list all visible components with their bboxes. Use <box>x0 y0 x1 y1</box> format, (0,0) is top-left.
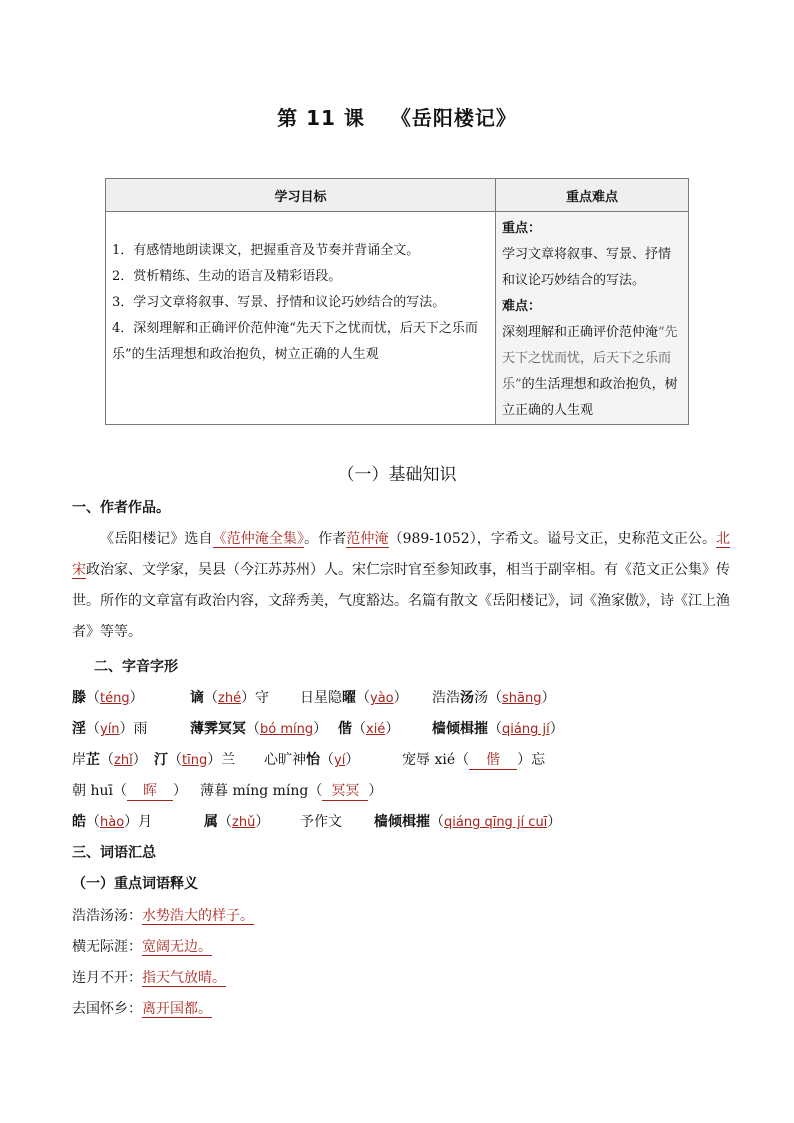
source-book: 《范仲淹全集》 <box>212 531 305 547</box>
goals-table <box>105 178 689 425</box>
author-heading: 一、作者作品。 <box>72 500 170 516</box>
page-title <box>0 102 794 131</box>
difficult-label: 难点： <box>502 299 542 314</box>
key-points-cell <box>496 212 689 425</box>
pronunciation-heading: 二、字音字形 <box>94 659 178 675</box>
vocab-item: 去国怀乡：离开国都。 <box>72 1001 212 1017</box>
section-heading: （一）基础知识 <box>337 465 457 485</box>
vocab-item: 浩浩汤汤：水势浩大的样子。 <box>72 908 254 924</box>
difficult-text: 深刻理解和正确评价范仲淹“先天下之忧而忧，后天下之乐而乐”的生活理想和政治抱负，树立正确的人生观 <box>502 325 678 418</box>
objective-item: 3．学习文章将叙事、写景、抒情和议论巧妙结合的写法。 <box>112 295 446 310</box>
header-key-points: 重点难点 <box>496 179 689 212</box>
objective-item: 4．深刻理解和正确评价范仲淹“先天下之忧而忧，后天下之乐而乐”的生活理想和政治抱负，树立正确的人生观 <box>112 321 478 362</box>
vocab-subheading: （一）重点词语释义 <box>72 876 198 892</box>
header-objectives: 学习目标 <box>106 179 496 212</box>
dynasty: 北宋 <box>72 531 731 578</box>
key-text: 学习文章将叙事、写景、抒情和议论巧妙结合的写法。 <box>502 247 672 288</box>
key-label: 重点： <box>502 221 542 236</box>
lesson-number: 第 11 课 <box>277 106 365 130</box>
vocab-item: 连月不开：指天气放晴。 <box>72 970 226 986</box>
lesson-name: 《岳阳楼记》 <box>390 106 517 130</box>
author-name: 范仲淹 <box>346 531 389 547</box>
objectives-cell <box>106 212 496 425</box>
objective-item: 1．有感情地朗读课文，把握重音及节奏并背诵全文。 <box>112 243 420 258</box>
vocab-heading: 三、词语汇总 <box>72 845 156 861</box>
vocab-item: 横无际涯：宽阔无边。 <box>72 939 212 955</box>
objective-item: 2．赏析精练、生动的语言及精彩语段。 <box>112 269 342 284</box>
author-paragraph: 《岳阳楼记》选自《范仲淹全集》。作者范仲淹（989-1052），字希文。谥号文正，史称范文正公。北宋政治家、文学家，吴县（今江苏苏州）人。宋仁宗时官至参知政事，相当于副宰相。有《范文正公集》传世。所作的文章富有政治内容，文辞秀美，气度豁达。名篇有散文《岳阳楼记》，词《渔家傲》，诗《江上渔者》等等。 <box>72 531 731 640</box>
